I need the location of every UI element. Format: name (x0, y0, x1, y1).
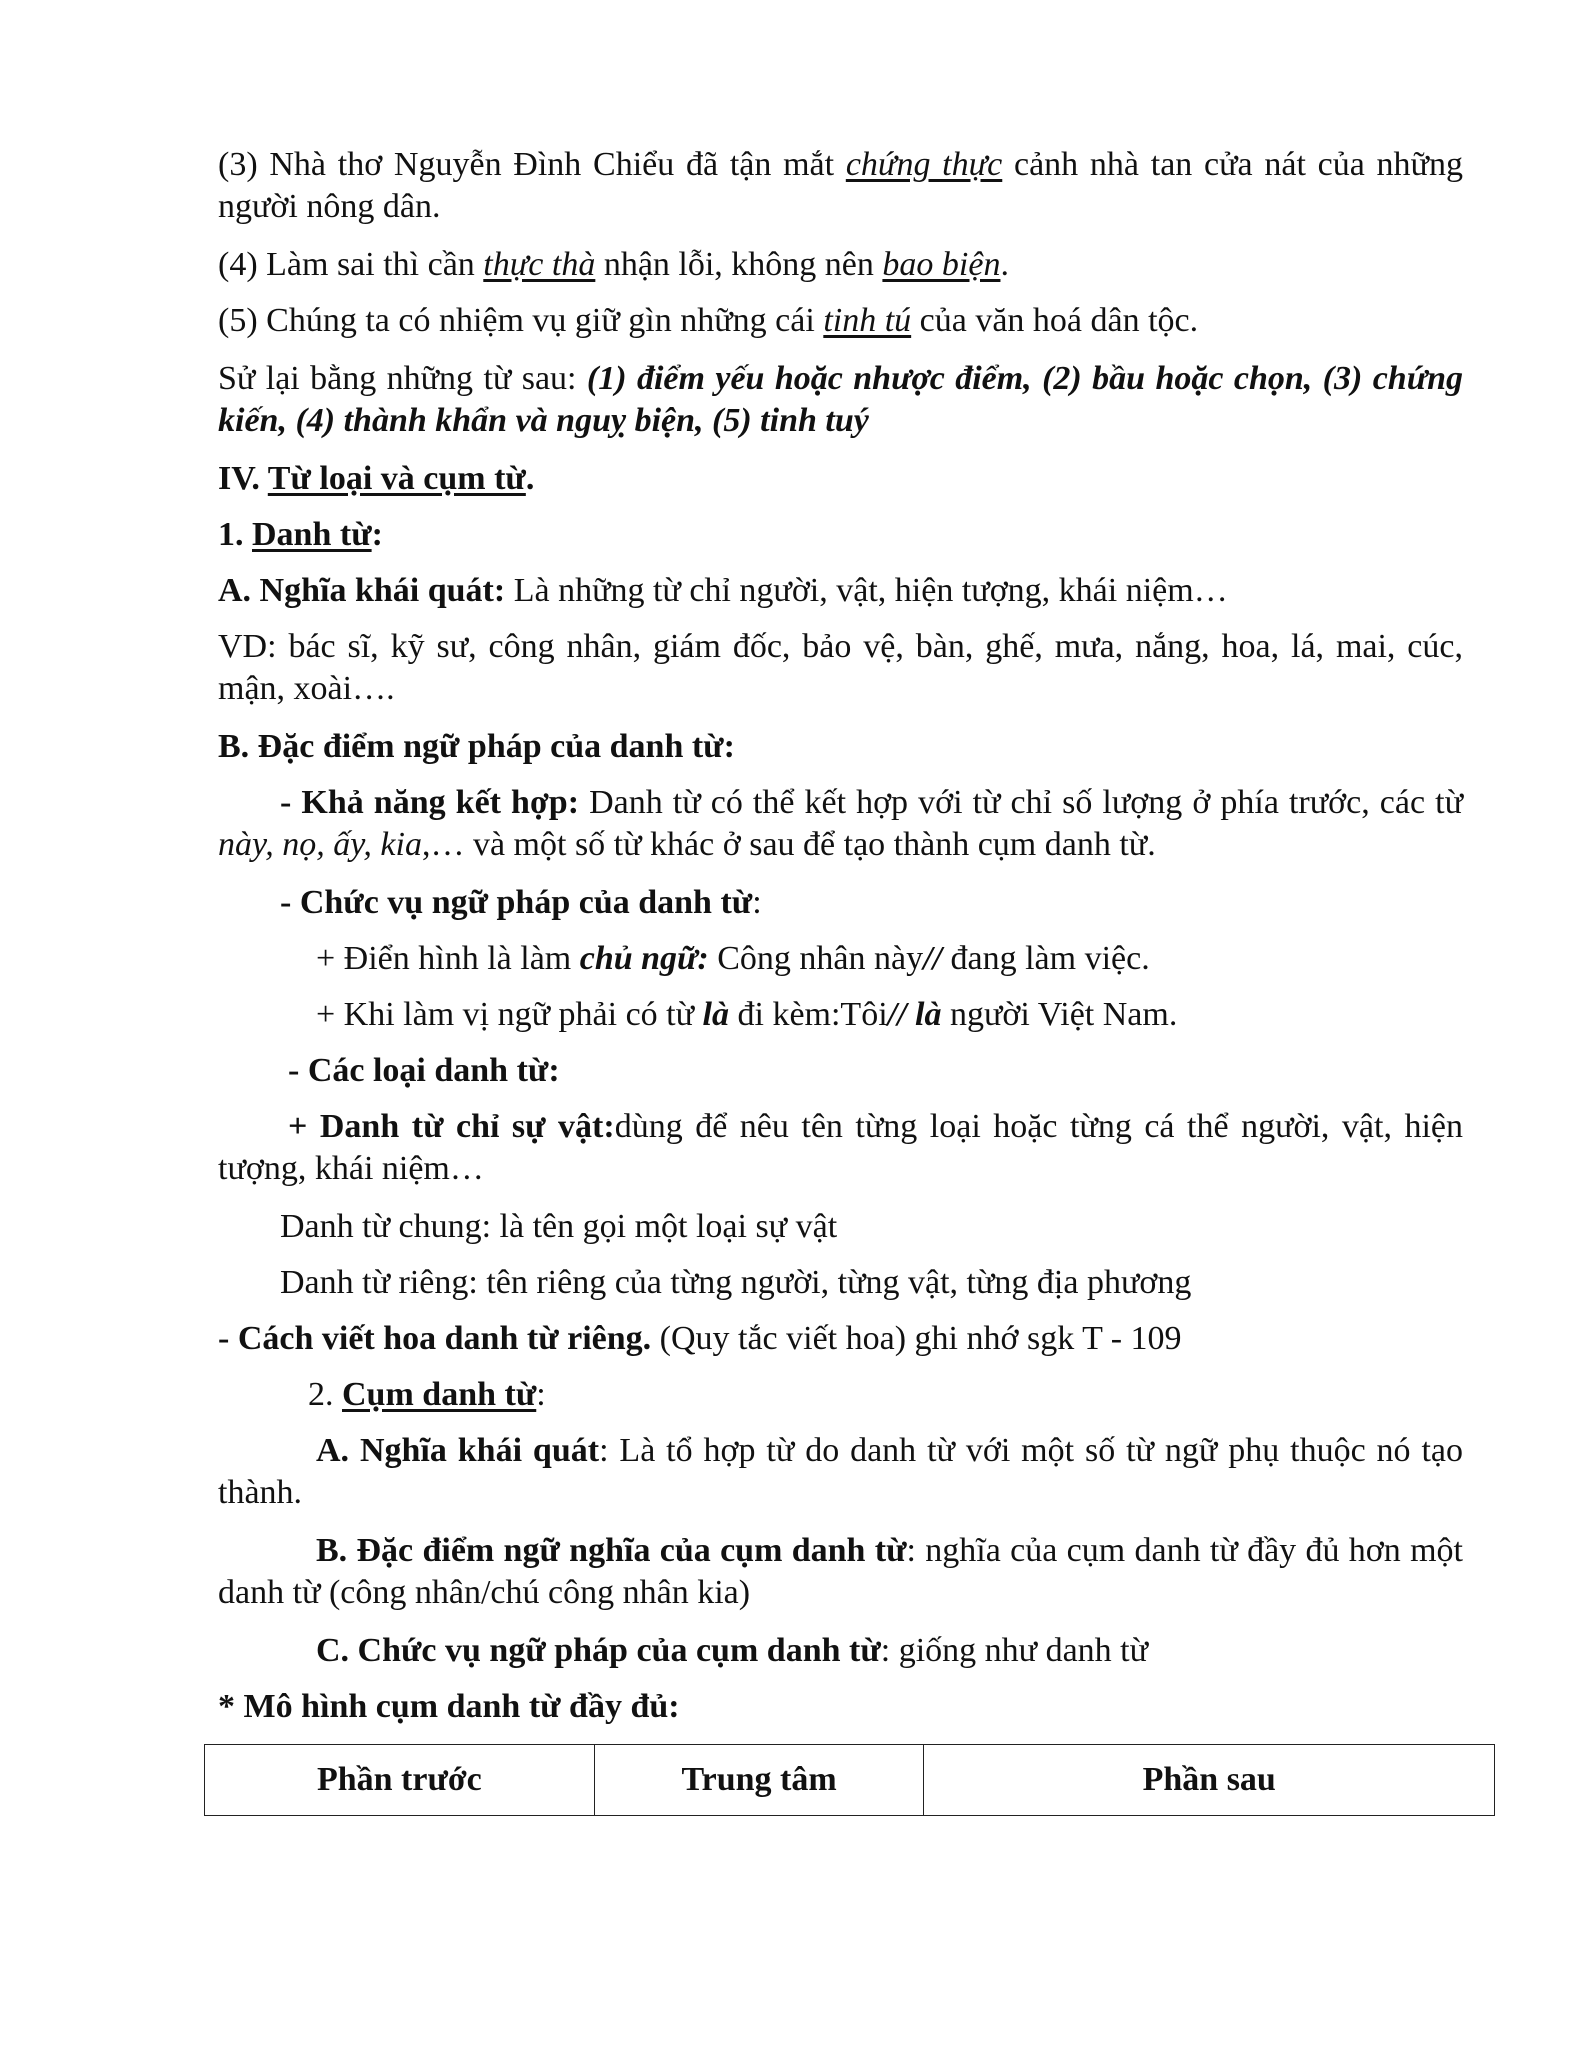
noun-grammar-heading: B. Đặc điểm ngữ pháp của danh từ: (218, 728, 735, 765)
noun-example: VD: bác sĩ, kỹ sư, công nhân, giám đốc, bảo vệ, bàn, ghế, mưa, nắng, hoa, lá, mai, cúc, mận, xoài…. (218, 628, 1463, 707)
underlined-word: bao biện (882, 246, 1001, 283)
noun-function-subject: + Điển hình là làm chủ ngữ: Công nhân này// đang làm việc. (316, 940, 1150, 977)
section-heading-noun-phrase: 2. Cụm danh từ: (308, 1376, 546, 1413)
underlined-word: chứng thực (845, 146, 1003, 183)
noun-phrase-model-table (204, 1744, 1495, 1816)
noun-definition: A. Nghĩa khái quát: Là những từ chỉ người, vật, hiện tượng, khái niệm… (218, 572, 1228, 609)
correction-answer: Sử lại bằng những từ sau: (1) điểm yếu hoặc nhược điểm, (2) bầu hoặc chọn, (3) chứng kiến, (4) thành khẩn và nguỵ biện, (5) tinh tuý (218, 360, 1463, 439)
capitalization-rule: - Cách viết hoa danh từ riêng. (Quy tắc viết hoa) ghi nhớ sgk T - 109 (218, 1320, 1182, 1357)
noun-types-heading: - Các loại danh từ: (288, 1052, 560, 1089)
common-noun: Danh từ chung: là tên gọi một loại sự vật (280, 1208, 838, 1245)
column-header-center: Trung tâm (594, 1745, 924, 1816)
column-header-front: Phần trước (205, 1745, 595, 1816)
noun-types-thing: + Danh từ chỉ sự vật:dùng để nêu tên từng loại hoặc từng cá thể người, vật, hiện tượng, khái niệm… (218, 1108, 1463, 1187)
exercise-sentence-3: (3) Nhà thơ Nguyễn Đình Chiểu đã tận mắt chứng thực cảnh nhà tan cửa nát của những người nông dân. (218, 146, 1463, 225)
noun-phrase-definition: A. Nghĩa khái quát: Là tổ hợp từ do danh từ với một số từ ngữ phụ thuộc nó tạo thành. (218, 1432, 1463, 1511)
noun-phrase-model-title: * Mô hình cụm danh từ đầy đủ: (218, 1688, 680, 1725)
noun-phrase-semantics: B. Đặc điểm ngữ nghĩa của cụm danh từ: nghĩa của cụm danh từ đầy đủ hơn một danh từ (công nhân/chú công nhân kia) (218, 1532, 1463, 1611)
underlined-word: thực thà (483, 246, 596, 283)
noun-function-predicate: + Khi làm vị ngữ phải có từ là đi kèm:Tôi// là người Việt Nam. (316, 996, 1178, 1033)
proper-noun: Danh từ riêng: tên riêng của từng người, từng vật, từng địa phương (280, 1264, 1192, 1301)
exercise-sentence-5: (5) Chúng ta có nhiệm vụ giữ gìn những cái tinh tú của văn hoá dân tộc. (218, 302, 1199, 339)
noun-function-heading: - Chức vụ ngữ pháp của danh từ: (280, 884, 762, 921)
noun-combination: - Khả năng kết hợp: Danh từ có thể kết hợp với từ chỉ số lượng ở phía trước, các từ này, nọ, ấy, kia,… và một số từ khác ở sau để tạo thành cụm danh từ. (218, 784, 1463, 863)
exercise-sentence-4: (4) Làm sai thì cần thực thà nhận lỗi, không nên bao biện. (218, 246, 1009, 283)
table-header-row (205, 1745, 1495, 1816)
section-heading-iv: IV. Từ loại và cụm từ. (218, 460, 535, 497)
column-header-back: Phần sau (924, 1745, 1495, 1816)
underlined-word: tinh tú (823, 302, 912, 339)
section-heading-noun: 1. Danh từ: (218, 516, 383, 553)
noun-phrase-function: C. Chức vụ ngữ pháp của cụm danh từ: giống như danh từ (316, 1632, 1149, 1669)
